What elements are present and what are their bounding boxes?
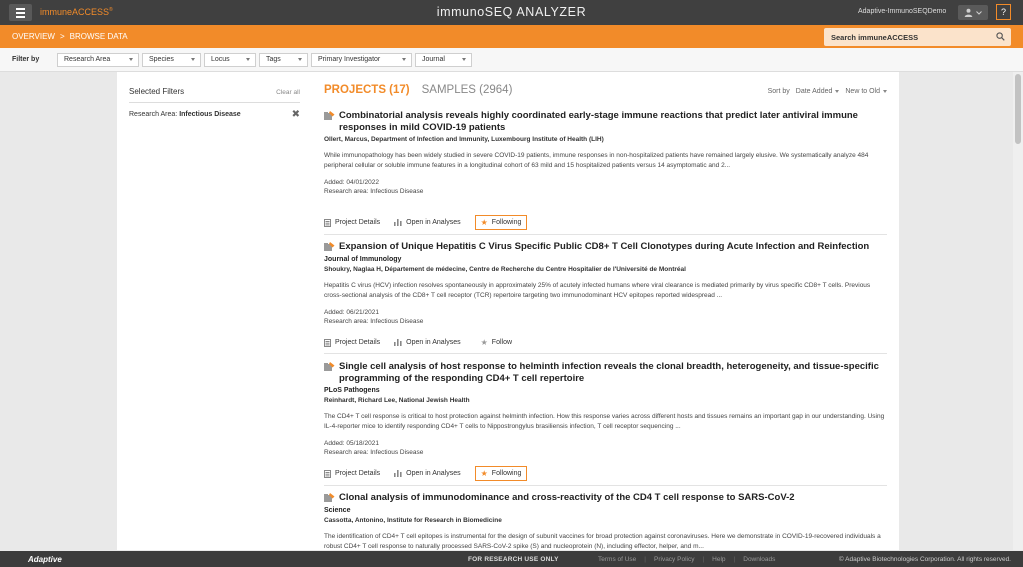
divider: | <box>702 556 705 563</box>
footer-links <box>598 556 775 563</box>
project-abstract: The CD4+ T cell response is critical to host protection against helminth infection. How this response varies across different hosts and tissues remains an important gap in our understanding. Using IL-4-reporter mice to identify responding CD4+ T cells to Nippostrongylus brasiliensis infection, T cell receptor sequencing ... <box>324 413 885 430</box>
project-folder-icon <box>324 242 335 251</box>
caret-down-icon <box>835 90 839 93</box>
open-in-analyses-button[interactable]: Open in Analyses <box>394 466 460 481</box>
search-input[interactable] <box>824 28 1011 46</box>
breadcrumb-browse-data: BROWSE DATA <box>69 32 128 41</box>
project-abstract: While immunopathology has been widely studied in severe COVID-19 patients, immune responses in non-hospitalized patients have remained largely elusive. We systematically analyze 484 peripheral cellular or soluble immune features in a longitudinal cohort of 63 mild and 15 hospitalized patients versus 14 asymptomatic and 2... <box>324 152 869 169</box>
divider <box>324 485 887 486</box>
document-icon <box>324 339 331 347</box>
project-abstract: The identification of CD4+ T cell epitopes is instrumental for the design of subunit vaccines for broad protection against coronaviruses. Here we demonstrate in COVID-19-recovered individuals a robust CD4+ T cell response to naturally processed SARS-CoV-2 spike (S) and nucleoprotein (N), including effector, helper, and m... <box>324 532 881 550</box>
project-details-button[interactable]: Project Details <box>324 466 380 481</box>
search-box <box>824 28 1011 46</box>
brand-logo[interactable]: immuneACCESS® <box>40 7 113 17</box>
sort-field-dropdown[interactable]: Date Added <box>796 88 840 95</box>
tab-samples[interactable]: SAMPLES (2964) <box>421 84 513 96</box>
adaptive-logo: Adaptive <box>28 555 62 564</box>
research-use-notice: FOR RESEARCH USE ONLY <box>468 556 559 563</box>
project-actions <box>324 466 541 481</box>
breadcrumb-overview[interactable]: OVERVIEW <box>12 32 55 41</box>
follow-button[interactable]: ★ Follow <box>480 338 513 347</box>
tab-projects[interactable]: PROJECTS (17) <box>324 84 410 96</box>
follow-button[interactable]: ★ Following <box>475 215 528 230</box>
divider <box>129 102 300 103</box>
project-journal: PLoS Pathogens <box>324 387 380 394</box>
clear-all-link[interactable]: Clear all <box>276 89 300 96</box>
project-date-added: Added: 04/01/2022 <box>324 179 379 186</box>
document-icon <box>324 470 331 478</box>
locus-dropdown[interactable]: Locus <box>204 53 256 67</box>
project-abstract: Hepatitis C virus (HCV) infection resolves spontaneously in approximately 25% of acutely infected humans where viral clearance is mediated primarily by virus specific CD8+ T cells. Previous cross-sectional analysis of the CD8+ T cell receptor (TCR) repertoire targeting two immunodominant HCV epitopes reported widespread ... <box>324 281 871 299</box>
selected-filters-title: Selected Filters <box>129 87 185 96</box>
top-bar <box>0 0 1023 25</box>
project-title[interactable]: Combinatorial analysis reveals highly coordinated early-stage immune reactions that predict later antiviral immune responses in mild COVID-19 patients <box>324 110 887 133</box>
breadcrumb-separator: > <box>59 32 65 41</box>
privacy-link[interactable]: Privacy Policy <box>654 556 695 563</box>
scrollbar-thumb[interactable] <box>1015 74 1021 144</box>
project-actions <box>324 215 541 230</box>
search-icon[interactable] <box>996 32 1005 41</box>
species-dropdown[interactable]: Species <box>142 53 201 67</box>
project-journal: Journal of Immunology <box>324 255 402 263</box>
caret-down-icon <box>402 58 406 61</box>
caret-down-icon <box>462 58 466 61</box>
bar-chart-icon <box>394 470 402 477</box>
project-card <box>324 361 887 456</box>
filter-by-label: Filter by <box>12 56 40 63</box>
caret-down-icon <box>246 58 250 61</box>
project-title[interactable]: Expansion of Unique Hepatitis C Virus Specific Public CD8+ T Cell Clonotypes during Acute Infection and Reinfection <box>324 241 887 253</box>
user-menu-button[interactable] <box>958 5 988 20</box>
project-folder-icon <box>324 111 335 120</box>
project-title[interactable]: Single cell analysis of host response to helminth infection reveals the clonal breadth, heterogeneity, and tissue-specific programming of the responding CD4+ T cell repertoire <box>324 361 887 384</box>
caret-down-icon <box>298 58 302 61</box>
project-authors: Reinhardt, Richard Lee, National Jewish Health <box>324 397 470 404</box>
tags-dropdown[interactable]: Tags <box>259 53 308 67</box>
project-date-added: Added: 06/21/2021 <box>324 308 379 316</box>
journal-dropdown[interactable]: Journal <box>415 53 472 67</box>
divider <box>324 234 887 235</box>
project-actions <box>324 335 532 350</box>
caret-down-icon <box>191 58 195 61</box>
project-details-button[interactable]: Project Details <box>324 215 380 230</box>
research-area-dropdown[interactable]: Research Area <box>57 53 139 67</box>
project-card <box>324 492 887 550</box>
project-research-area: Research area: Infectious Disease <box>324 317 424 325</box>
bar-chart-icon <box>394 219 402 226</box>
project-folder-icon <box>324 362 335 371</box>
app-title: immunoSEQ ANALYZER <box>436 5 587 19</box>
results-panel <box>324 72 887 550</box>
breadcrumb-bar <box>0 25 1023 48</box>
bar-chart-icon <box>394 339 402 346</box>
star-icon: ★ <box>480 469 488 478</box>
project-folder-icon <box>324 493 335 502</box>
remove-filter-icon[interactable]: ✖ <box>291 109 300 120</box>
star-icon: ★ <box>480 218 488 227</box>
divider <box>324 353 887 354</box>
project-title[interactable]: Clonal analysis of immunodominance and cross-reactivity of the CD4 T cell response to SARS-CoV-2 <box>324 492 887 504</box>
content-panel <box>117 72 899 550</box>
help-button[interactable]: ? <box>996 4 1011 20</box>
project-date-added: Added: 05/18/2021 <box>324 440 379 447</box>
star-icon: ★ <box>480 338 488 347</box>
user-name: Adaptive-ImmunoSEQDemo <box>858 8 947 15</box>
user-icon <box>964 8 973 17</box>
downloads-link[interactable]: Downloads <box>743 556 776 563</box>
project-details-button[interactable]: Project Details <box>324 335 380 350</box>
project-research-area: Research area: Infectious Disease <box>324 449 424 456</box>
sort-label: Sort by <box>767 88 790 95</box>
selected-filter-item: Research Area: Infectious Disease <box>129 111 241 118</box>
primary-investigator-dropdown[interactable]: Primary Investigator <box>311 53 412 67</box>
caret-down-icon <box>883 90 887 93</box>
terms-link[interactable]: Terms of Use <box>598 556 637 563</box>
footer <box>0 551 1023 567</box>
sort-controls <box>768 88 887 95</box>
project-authors: Ollert, Marcus, Department of Infection and Immunity, Luxembourg Institute of Health (LIH) <box>324 136 604 143</box>
project-research-area: Research area: Infectious Disease <box>324 188 424 195</box>
open-in-analyses-button[interactable]: Open in Analyses <box>394 215 460 230</box>
project-authors: Shoukry, Naglaa H, Département de médecine, Centre de Recherche du Centre Hospitalier de l'Université de Montréal <box>324 265 686 273</box>
project-card <box>324 110 887 195</box>
follow-button[interactable]: ★ Following <box>475 466 528 481</box>
help-link[interactable]: Help <box>712 556 726 563</box>
divider: | <box>733 556 736 563</box>
sort-order-dropdown[interactable]: New to Old <box>845 88 887 95</box>
project-card <box>324 241 887 325</box>
copyright: © Adaptive Biotechnologies Corporation. All rights reserved. <box>838 556 1011 563</box>
project-journal: Science <box>324 506 351 514</box>
filter-bar <box>0 48 1023 72</box>
breadcrumb <box>12 32 128 41</box>
result-tabs <box>324 84 512 96</box>
divider: | <box>644 556 646 563</box>
document-icon <box>324 219 331 227</box>
project-authors: Cassotta, Antonino, Institute for Research in Biomedicine <box>324 516 502 524</box>
open-in-analyses-button[interactable]: Open in Analyses <box>394 335 460 350</box>
chevron-down-icon <box>976 11 982 15</box>
caret-down-icon <box>129 58 133 61</box>
